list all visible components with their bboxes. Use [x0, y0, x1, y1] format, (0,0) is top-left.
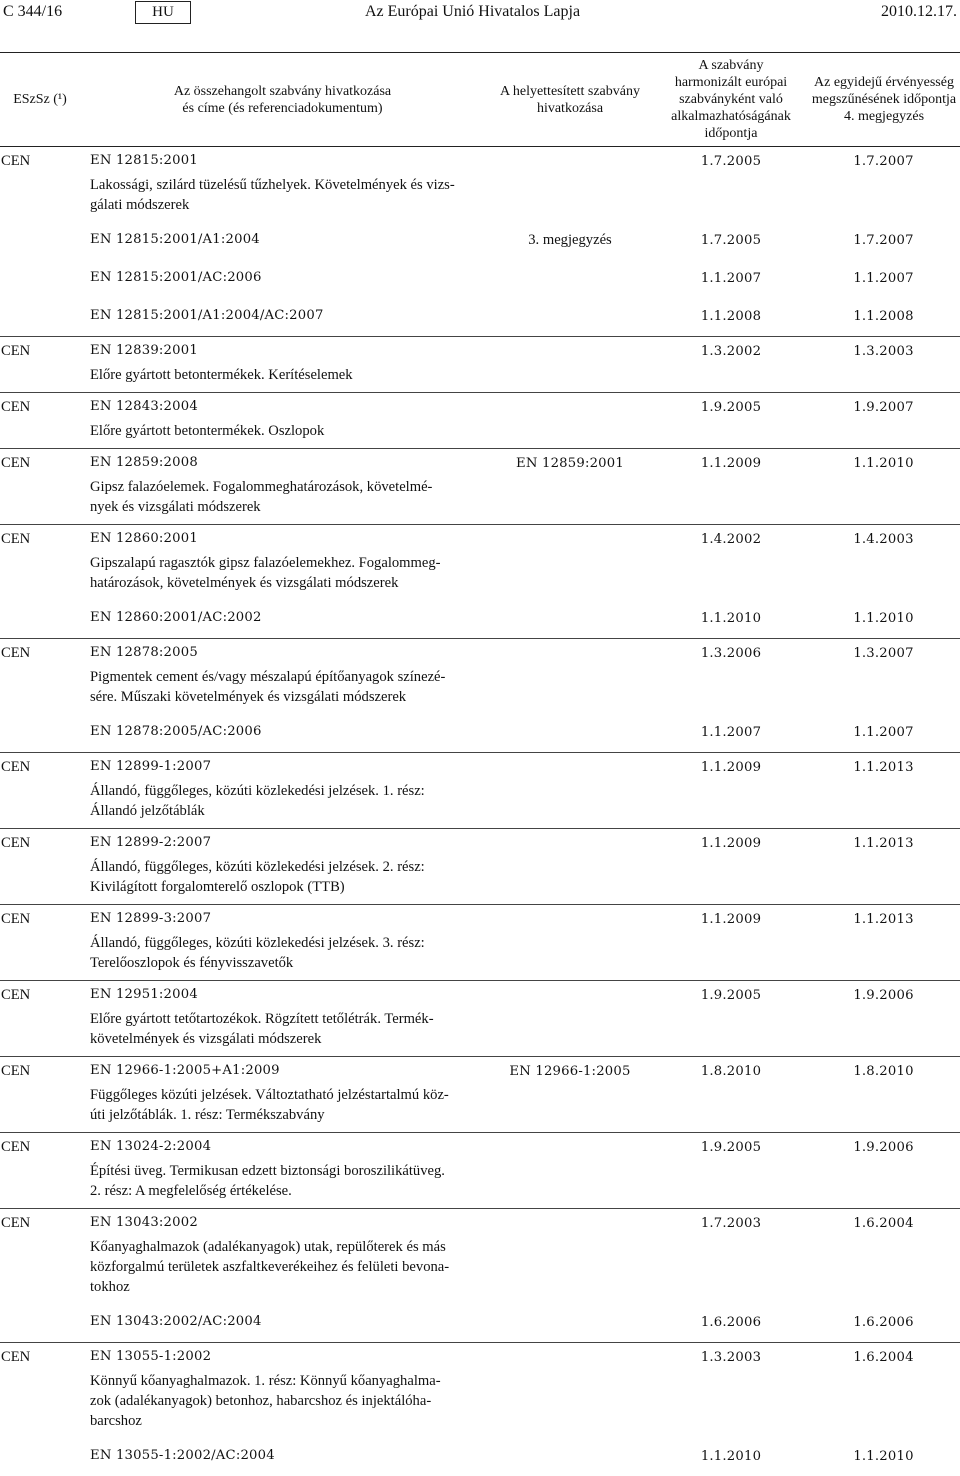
cessation-date-cell — [807, 829, 960, 905]
cessation-date-cell — [807, 1057, 960, 1133]
standard-title: Könnyű kőanyaghalmazok. 1. rész: Könnyű kőanyaghalma- zok (adalékanyagok) betonhoz, habarcshoz és injektálóha- barcshoz — [90, 1373, 441, 1429]
page-reference: C 344/16 — [3, 3, 63, 20]
replaced-standard: 3. megjegyzés — [528, 232, 612, 248]
standard-reference: EN 13055-1:2002 — [90, 1349, 212, 1364]
column-header-reference: Az összehangolt szabvány hivatkozása és címe (és referenciadokumentum) — [173, 83, 392, 116]
standard-reference: EN 13043:2002/AC:2004 — [90, 1314, 262, 1329]
cessation-date-cell — [807, 1438, 960, 1476]
standard-cell — [80, 298, 485, 337]
publication-date: 2010.12.17. — [881, 3, 957, 20]
applicability-date-cell — [655, 1304, 807, 1343]
cessation-date: 1.1.2013 — [853, 912, 914, 927]
table-row — [0, 1304, 960, 1343]
table-row — [0, 1133, 960, 1209]
replaced-cell — [485, 639, 655, 715]
table-row — [0, 714, 960, 753]
cessation-date-cell — [807, 905, 960, 981]
cessation-date-cell — [807, 337, 960, 393]
cessation-date-cell — [807, 981, 960, 1057]
org-cell: CEN — [1, 1215, 31, 1231]
replaced-cell — [485, 337, 655, 393]
standard-cell — [80, 639, 485, 715]
cessation-date: 1.1.2007 — [853, 271, 914, 286]
table-row — [0, 600, 960, 639]
table-row — [0, 260, 960, 298]
standard-title: Előre gyártott tetőtartozékok. Rögzített tetőlétrák. Termék- követelmények és vizsgálati módszerek — [90, 1011, 434, 1047]
standard-cell — [80, 1209, 485, 1305]
standard-cell — [80, 222, 485, 260]
page-header — [0, 0, 960, 26]
cessation-date-cell — [807, 298, 960, 337]
replaced-cell — [485, 714, 655, 753]
applicability-date-cell — [655, 1343, 807, 1439]
table-row — [0, 449, 960, 525]
standard-reference: EN 13043:2002 — [90, 1215, 198, 1230]
applicability-date-cell — [655, 829, 807, 905]
standard-cell — [80, 393, 485, 449]
org-cell — [0, 260, 80, 298]
applicability-date-cell — [655, 1133, 807, 1209]
cessation-date-cell — [807, 393, 960, 449]
org-cell: CEN — [1, 1139, 31, 1155]
applicability-date: 1.7.2005 — [700, 154, 762, 169]
standard-cell — [80, 1438, 485, 1476]
org-cell: CEN — [1, 645, 31, 661]
cessation-date: 1.6.2006 — [853, 1315, 914, 1330]
applicability-date: 1.1.2007 — [700, 725, 762, 740]
standard-reference: EN 12815:2001/A1:2004/AC:2007 — [90, 308, 324, 323]
standard-title: Előre gyártott betontermékek. Kerítéselemek — [90, 367, 353, 383]
standard-reference: EN 12966-1:2005+A1:2009 — [90, 1063, 280, 1078]
cessation-date: 1.7.2007 — [853, 154, 914, 169]
replaced-cell — [485, 905, 655, 981]
org-cell: CEN — [1, 759, 31, 775]
standard-reference: EN 12899-2:2007 — [90, 835, 212, 850]
replaced-cell — [485, 981, 655, 1057]
standard-title: Előre gyártott betontermékek. Oszlopok — [90, 423, 325, 439]
applicability-date-cell — [655, 1438, 807, 1476]
standard-title: Kőanyaghalmazok (adalékanyagok) utak, repülőterek és más közforgalmú területek aszfaltkeverékeihez és felületi bevona- tokhoz — [90, 1239, 450, 1295]
applicability-date: 1.1.2010 — [700, 1449, 762, 1464]
applicability-date-cell — [655, 639, 807, 715]
standard-cell — [80, 337, 485, 393]
column-header-org: ESzSz (¹) — [13, 92, 67, 107]
standard-reference: EN 12860:2001 — [90, 531, 198, 546]
table-row — [0, 1438, 960, 1476]
replaced-cell — [485, 147, 655, 223]
cessation-date: 1.9.2006 — [853, 1140, 914, 1155]
org-cell: CEN — [1, 911, 31, 927]
applicability-date: 1.3.2003 — [700, 1350, 762, 1365]
replaced-cell — [485, 222, 655, 260]
standard-reference: EN 12899-3:2007 — [90, 911, 212, 926]
applicability-date-cell — [655, 981, 807, 1057]
replaced-standard: EN 12859:2001 — [516, 456, 624, 471]
applicability-date: 1.1.2007 — [700, 271, 762, 286]
table-row — [0, 829, 960, 905]
standard-reference: EN 12839:2001 — [90, 343, 198, 358]
applicability-date-cell — [655, 600, 807, 639]
applicability-date: 1.9.2005 — [700, 400, 762, 415]
table-row — [0, 981, 960, 1057]
replaced-cell — [485, 1438, 655, 1476]
cessation-date-cell — [807, 222, 960, 260]
standard-title: Függőleges közúti jelzések. Változtatható jelzéstartalmú köz- úti jelzőtáblák. 1. rész: Termékszabvány — [90, 1087, 449, 1123]
standard-reference: EN 13024-2:2004 — [90, 1139, 212, 1154]
standard-reference: EN 12899-1:2007 — [90, 759, 212, 774]
applicability-date: 1.7.2003 — [700, 1216, 762, 1231]
cessation-date-cell — [807, 1209, 960, 1305]
applicability-date-cell — [655, 147, 807, 223]
table-row — [0, 147, 960, 223]
table-row — [0, 337, 960, 393]
applicability-date: 1.9.2005 — [700, 1140, 762, 1155]
applicability-date: 1.3.2002 — [700, 344, 762, 359]
cessation-date-cell — [807, 714, 960, 753]
applicability-date: 1.1.2008 — [700, 309, 762, 324]
standard-reference: EN 12860:2001/AC:2002 — [90, 610, 262, 625]
standard-reference: EN 12878:2005/AC:2006 — [90, 724, 262, 739]
standard-cell — [80, 260, 485, 298]
applicability-date: 1.1.2009 — [700, 912, 762, 927]
replaced-cell — [485, 600, 655, 639]
org-cell — [0, 1304, 80, 1343]
standard-title: Gipsz falazóelemek. Fogalommeghatározások, követelmé- nyek és vizsgálati módszerek — [90, 479, 433, 515]
cessation-date-cell — [807, 1133, 960, 1209]
cessation-date: 1.1.2010 — [853, 611, 914, 626]
org-cell: CEN — [1, 835, 31, 851]
standard-cell — [80, 1304, 485, 1343]
replaced-cell — [485, 753, 655, 829]
table-row — [0, 393, 960, 449]
column-header-replaced: A helyettesített szabvány hivatkozása — [500, 83, 640, 116]
applicability-date-cell — [655, 1057, 807, 1133]
standard-cell — [80, 1057, 485, 1133]
applicability-date-cell — [655, 449, 807, 525]
org-cell: CEN — [1, 987, 31, 1003]
standard-cell — [80, 600, 485, 639]
cessation-date-cell — [807, 600, 960, 639]
table-row — [0, 1209, 960, 1305]
org-cell: CEN — [1, 399, 31, 415]
replaced-cell — [485, 1304, 655, 1343]
replaced-standard: EN 12966-1:2005 — [509, 1064, 631, 1079]
applicability-date: 1.1.2010 — [700, 611, 762, 626]
applicability-date: 1.3.2006 — [700, 646, 762, 661]
applicability-date-cell — [655, 222, 807, 260]
replaced-cell — [485, 525, 655, 601]
table-row — [0, 1343, 960, 1439]
cessation-date: 1.3.2007 — [853, 646, 914, 661]
applicability-date-cell — [655, 393, 807, 449]
org-cell: CEN — [1, 153, 31, 169]
standard-title: Gipszalapú ragasztók gipsz falazóelemekhez. Fogalommeg- határozások, követelmények és vizsgálati módszerek — [90, 555, 441, 591]
standard-reference: EN 13055-1:2002/AC:2004 — [90, 1448, 275, 1463]
table-row — [0, 222, 960, 260]
standard-cell — [80, 1133, 485, 1209]
cessation-date: 1.1.2013 — [853, 836, 914, 851]
standard-cell — [80, 905, 485, 981]
cessation-date: 1.1.2010 — [853, 456, 914, 471]
cessation-date-cell — [807, 1343, 960, 1439]
org-cell: CEN — [1, 1349, 31, 1365]
cessation-date-cell — [807, 753, 960, 829]
standard-cell — [80, 714, 485, 753]
table-row — [0, 298, 960, 337]
applicability-date-cell — [655, 714, 807, 753]
applicability-date: 1.1.2009 — [700, 760, 762, 775]
table-row — [0, 753, 960, 829]
replaced-cell — [485, 1057, 655, 1133]
cessation-date: 1.1.2007 — [853, 725, 914, 740]
org-cell: CEN — [1, 455, 31, 471]
table-row — [0, 525, 960, 601]
table-row — [0, 1057, 960, 1133]
applicability-date-cell — [655, 260, 807, 298]
applicability-date-cell — [655, 525, 807, 601]
cessation-date: 1.9.2007 — [853, 400, 914, 415]
applicability-date-cell — [655, 753, 807, 829]
cessation-date: 1.8.2010 — [853, 1064, 914, 1079]
language-code-box: HU — [135, 1, 191, 24]
standard-reference: EN 12815:2001/A1:2004 — [90, 232, 260, 247]
standard-cell — [80, 829, 485, 905]
applicability-date: 1.4.2002 — [700, 532, 762, 547]
cessation-date-cell — [807, 449, 960, 525]
standard-reference: EN 12843:2004 — [90, 399, 198, 414]
applicability-date: 1.7.2005 — [700, 233, 762, 248]
cessation-date: 1.4.2003 — [853, 532, 914, 547]
table-row — [0, 905, 960, 981]
applicability-date: 1.8.2010 — [700, 1064, 762, 1079]
standard-cell — [80, 449, 485, 525]
org-cell — [0, 600, 80, 639]
cessation-date-cell — [807, 1304, 960, 1343]
cessation-date: 1.6.2004 — [853, 1216, 914, 1231]
applicability-date: 1.6.2006 — [700, 1315, 762, 1330]
org-cell: CEN — [1, 531, 31, 547]
standard-title: Építési üveg. Termikusan edzett biztonsági boroszilikátüveg. 2. rész: A megfelelőség értékelése. — [90, 1163, 445, 1199]
standard-title: Állandó, függőleges, közúti közlekedési jelzések. 2. rész: Kivilágított forgalomterelő oszlopok (TTB) — [90, 859, 425, 895]
org-cell — [0, 222, 80, 260]
cessation-date: 1.7.2007 — [853, 233, 914, 248]
standard-title: Állandó, függőleges, közúti közlekedési jelzések. 1. rész: Állandó jelzőtáblák — [90, 783, 425, 819]
org-cell — [0, 1438, 80, 1476]
cessation-date: 1.1.2010 — [853, 1449, 914, 1464]
cessation-date-cell — [807, 260, 960, 298]
table-row — [0, 639, 960, 715]
org-cell — [0, 298, 80, 337]
standard-cell — [80, 525, 485, 601]
standards-table — [0, 52, 960, 1476]
applicability-date-cell — [655, 337, 807, 393]
standard-cell — [80, 147, 485, 223]
cessation-date: 1.9.2006 — [853, 988, 914, 1003]
column-header-cessation-date: Az egyidejű érvényesség megszűnésének időpontja 4. megjegyzés — [811, 75, 957, 124]
applicability-date-cell — [655, 905, 807, 981]
applicability-date: 1.9.2005 — [700, 988, 762, 1003]
standard-reference: EN 12815:2001/AC:2006 — [90, 270, 262, 285]
standard-reference: EN 12878:2005 — [90, 645, 198, 660]
cessation-date: 1.1.2013 — [853, 760, 914, 775]
applicability-date-cell — [655, 1209, 807, 1305]
applicability-date: 1.1.2009 — [700, 456, 762, 471]
replaced-cell — [485, 829, 655, 905]
standard-reference: EN 12859:2008 — [90, 455, 198, 470]
journal-title: Az Európai Unió Hivatalos Lapja — [365, 3, 581, 20]
standard-cell — [80, 981, 485, 1057]
replaced-cell — [485, 1343, 655, 1439]
standard-cell — [80, 1343, 485, 1439]
standard-reference: EN 12951:2004 — [90, 987, 198, 1002]
replaced-cell — [485, 1133, 655, 1209]
replaced-cell — [485, 449, 655, 525]
cessation-date-cell — [807, 525, 960, 601]
cessation-date: 1.1.2008 — [853, 309, 914, 324]
org-cell: CEN — [1, 1063, 31, 1079]
cessation-date-cell — [807, 639, 960, 715]
replaced-cell — [485, 1209, 655, 1305]
column-header-applicability-date: A szabvány harmonizált európai szabványként való alkalmazhatóságának időpontja — [671, 58, 791, 141]
replaced-cell — [485, 298, 655, 337]
cessation-date-cell — [807, 147, 960, 223]
standard-title: Lakossági, szilárd tüzelésű tűzhelyek. Követelmények és vizs- gálati módszerek — [90, 177, 455, 213]
org-cell — [0, 714, 80, 753]
standard-cell — [80, 753, 485, 829]
standard-title: Állandó, függőleges, közúti közlekedési jelzések. 3. rész: Terelőoszlopok és fényvisszavetők — [90, 935, 425, 971]
org-cell: CEN — [1, 343, 31, 359]
cessation-date: 1.6.2004 — [853, 1350, 914, 1365]
applicability-date-cell — [655, 298, 807, 337]
standard-reference: EN 12815:2001 — [90, 153, 198, 168]
cessation-date: 1.3.2003 — [853, 344, 914, 359]
replaced-cell — [485, 393, 655, 449]
table-header-row — [0, 53, 960, 147]
applicability-date: 1.1.2009 — [700, 836, 762, 851]
standard-title: Pigmentek cement és/vagy mészalapú építőanyagok színezé- sére. Műszaki követelmények és vizsgálati módszerek — [90, 669, 446, 705]
replaced-cell — [485, 260, 655, 298]
